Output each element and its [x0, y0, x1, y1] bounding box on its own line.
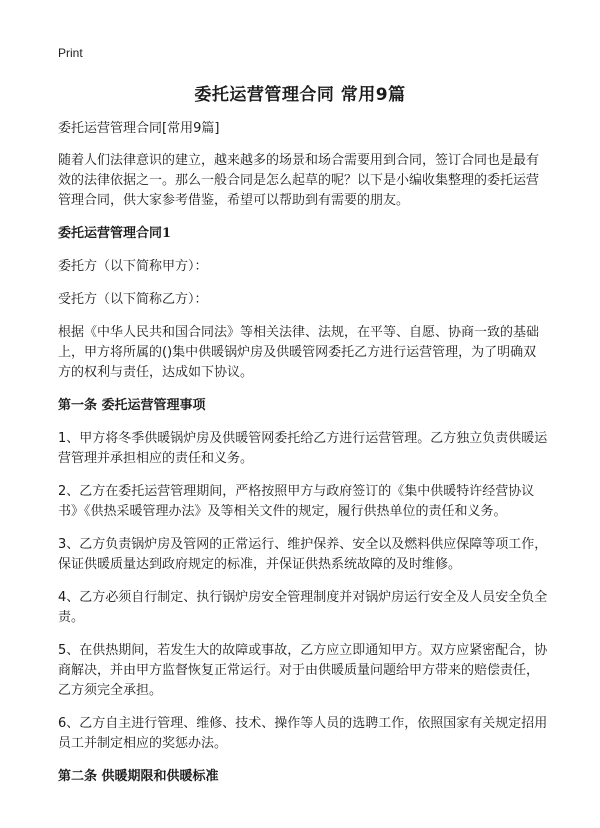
article-1-item: 2、乙方在委托运营管理期间，严格按照甲方与政府签订的《集中供暖特许经营协议书》《供热采暖管理办法》及等相关文件的规定，履行供热单位的责任和义务。 — [58, 484, 535, 519]
document-body — [58, 119, 548, 800]
article-1-item: 4、乙方必须自行制定、执行锅炉房安全管理制度并对锅炉房运行安全及人员安全负全责。 — [58, 590, 548, 625]
article-1-item: 5、在供热期间，若发生大的故障或事故，乙方应立即通知甲方。双方应紧密配合，协商解决，并由甲方监督恢复正常运行。对于由供暖质量问题给甲方带来的赔偿责任，乙方须完全承担。 — [58, 643, 548, 698]
article-2-heading: 第二条 供暖期限和供暖标准 — [58, 769, 219, 784]
print-link[interactable]: Print — [58, 46, 83, 60]
intro-paragraph: 随着人们法律意识的建立，越来越多的场景和场合需要用到合同，签订合同也是最有效的法律依据之一。那么一般合同是怎么起草的呢？以下是小编收集整理的委托运营管理合同，供大家参考借鉴，希望可以帮助到有需要的朋友。 — [58, 153, 540, 208]
contract-heading: 委托运营管理合同1 — [58, 226, 172, 241]
document-subtitle: 委托运营管理合同[常用9篇] — [58, 121, 220, 136]
preamble-paragraph: 根据《中华人民共和国合同法》等相关法律、法规，在平等、自愿、协商一致的基础上，甲方将所属的()集中供暖锅炉房及供暖管网委托乙方进行运营管理，为了明确双方的权利与责任，达成如下协议。 — [58, 325, 540, 380]
article-1-item: 3、乙方负责锅炉房及管网的正常运行、维护保养、安全以及燃料供应保障等项工作，保证供暖质量达到政府规定的标准，并保证供热系统故障的及时维修。 — [58, 537, 548, 572]
party-a-line: 委托方（以下简称甲方）： — [58, 259, 208, 274]
article-1-item: 6、乙方自主进行管理、维修、技术、操作等人员的选聘工作，依照国家有关规定招用员工并制定相应的奖惩办法。 — [58, 716, 548, 751]
article-1-item: 1、甲方将冬季供暖锅炉房及供暖管网委托给乙方进行运营管理。乙方独立负责供暖运营管理并承担相应的责任和义务。 — [58, 431, 548, 466]
article-1-heading: 第一条 委托运营管理事项 — [58, 398, 206, 413]
party-b-line: 受托方（以下简称乙方）： — [58, 292, 208, 307]
page-title: 委托运营管理合同 常用9篇 — [194, 85, 406, 105]
